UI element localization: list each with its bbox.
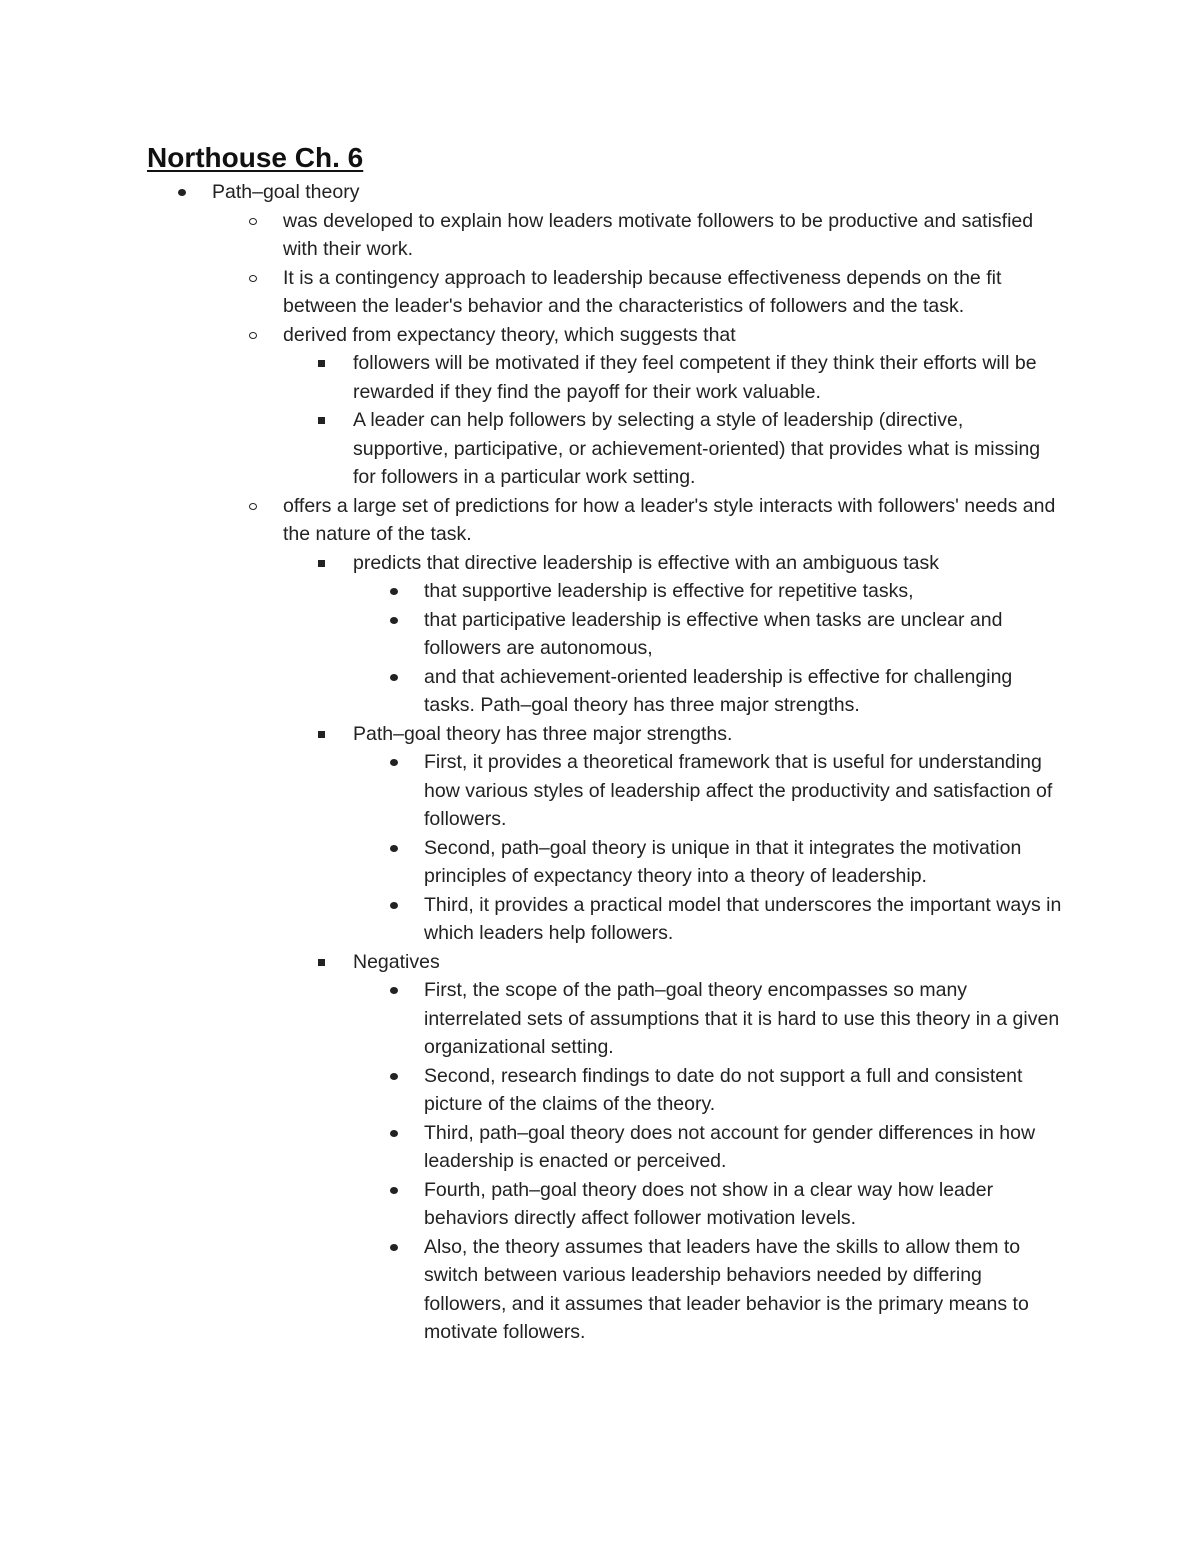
bullet-circle-icon bbox=[249, 218, 257, 225]
list-item-text: derived from expectancy theory, which suggests that bbox=[283, 323, 736, 346]
bullet-disc-icon bbox=[390, 1244, 398, 1251]
list-item-text: It is a contingency approach to leadership because effectiveness depends on the fit between the leader's behavior and the characteristics of followers and the task. bbox=[283, 266, 1002, 317]
bullet-disc-icon bbox=[390, 1073, 398, 1080]
list-item-text: Negatives bbox=[353, 950, 440, 973]
list-item-text: was developed to explain how leaders motivate followers to be productive and satisfied with their work. bbox=[283, 209, 1034, 260]
bullet-disc-icon bbox=[390, 588, 398, 595]
list-item-text: First, it provides a theoretical framework that is useful for understanding how various styles of leadership affect the productivity and satisfaction of followers. bbox=[424, 751, 1053, 830]
list-item bbox=[283, 207, 1063, 264]
bullet-circle-icon bbox=[249, 275, 257, 282]
list-item-text: Third, it provides a practical model that underscores the important ways in which leaders help followers. bbox=[424, 893, 1062, 944]
list-item-text: and that achievement-oriented leadership is effective for challenging tasks. Path–goal theory has three major strengths. bbox=[424, 665, 1013, 716]
bullet-square-icon bbox=[318, 360, 325, 367]
list-item bbox=[283, 492, 1063, 549]
bullet-square-icon bbox=[318, 959, 325, 966]
bullet-circle-icon bbox=[249, 503, 257, 510]
list-item bbox=[283, 264, 1063, 321]
list-item-text: Path–goal theory bbox=[212, 181, 360, 203]
list-item bbox=[353, 349, 1063, 406]
bullet-disc-icon bbox=[178, 189, 186, 196]
list-item bbox=[353, 720, 1063, 749]
list-item bbox=[424, 577, 1064, 606]
bullet-square-icon bbox=[318, 731, 325, 738]
list-item-text: Also, the theory assumes that leaders have the skills to allow them to switch between various leadership behaviors needed by differing followers, and it assumes that leader behavior is the primary means to motivate followers. bbox=[424, 1235, 1029, 1343]
list-item-text: Second, path–goal theory is unique in that it integrates the motivation principles of expectancy theory into a theory of leadership. bbox=[424, 836, 1022, 887]
list-item-text: followers will be motivated if they feel competent if they think their efforts will be rewarded if they find the payoff for their work valuable. bbox=[353, 352, 1037, 403]
bullet-disc-icon bbox=[390, 617, 398, 624]
list-item bbox=[424, 606, 1064, 663]
list-item bbox=[353, 406, 1063, 492]
bullet-square-icon bbox=[318, 560, 325, 567]
list-item-text: offers a large set of predictions for how a leader's style interacts with followers' needs and the nature of the task. bbox=[283, 494, 1056, 545]
bullet-circle-icon bbox=[249, 332, 257, 339]
list-item-text: Path–goal theory has three major strengths. bbox=[353, 722, 733, 745]
list-item bbox=[424, 1176, 1064, 1233]
list-item bbox=[424, 748, 1064, 834]
bullet-disc-icon bbox=[390, 1130, 398, 1137]
bullet-disc-icon bbox=[390, 1187, 398, 1194]
bullet-disc-icon bbox=[390, 845, 398, 852]
list-item bbox=[424, 891, 1064, 948]
list-item bbox=[424, 1233, 1064, 1347]
list-item bbox=[353, 549, 1063, 578]
list-item-text: First, the scope of the path–goal theory encompasses so many interrelated sets of assumptions that it is hard to use this theory in a given organizational setting. bbox=[424, 979, 1060, 1058]
list-item bbox=[283, 321, 1063, 350]
list-item bbox=[353, 948, 1063, 977]
bullet-square-icon bbox=[318, 417, 325, 424]
list-item-text: that supportive leadership is effective for repetitive tasks, bbox=[424, 580, 914, 602]
bullet-disc-icon bbox=[390, 674, 398, 681]
list-item-text: A leader can help followers by selecting a style of leadership (directive, supportive, participative, or achievement-oriented) that provides what is missing for followers in a particular work setting. bbox=[353, 409, 1041, 488]
list-item bbox=[424, 1119, 1064, 1176]
bullet-disc-icon bbox=[390, 759, 398, 766]
list-item bbox=[424, 976, 1064, 1062]
list-item-text: Second, research findings to date do not support a full and consistent picture of the claims of the theory. bbox=[424, 1064, 1023, 1115]
list-item bbox=[424, 1062, 1064, 1119]
list-item bbox=[424, 663, 1064, 720]
bullet-outline bbox=[0, 178, 1200, 1347]
list-item bbox=[212, 178, 1062, 207]
list-item-text: Third, path–goal theory does not account for gender differences in how leadership is enacted or perceived. bbox=[424, 1121, 1036, 1172]
bullet-disc-icon bbox=[390, 987, 398, 994]
list-item-text: that participative leadership is effective when tasks are unclear and followers are autonomous, bbox=[424, 608, 1003, 659]
list-item bbox=[424, 834, 1064, 891]
bullet-disc-icon bbox=[390, 902, 398, 909]
page-title: Northouse Ch. 6 bbox=[147, 142, 364, 173]
list-item-text: predicts that directive leadership is effective with an ambiguous task bbox=[353, 551, 940, 574]
list-item-text: Fourth, path–goal theory does not show in a clear way how leader behaviors directly affect follower motivation levels. bbox=[424, 1178, 994, 1229]
